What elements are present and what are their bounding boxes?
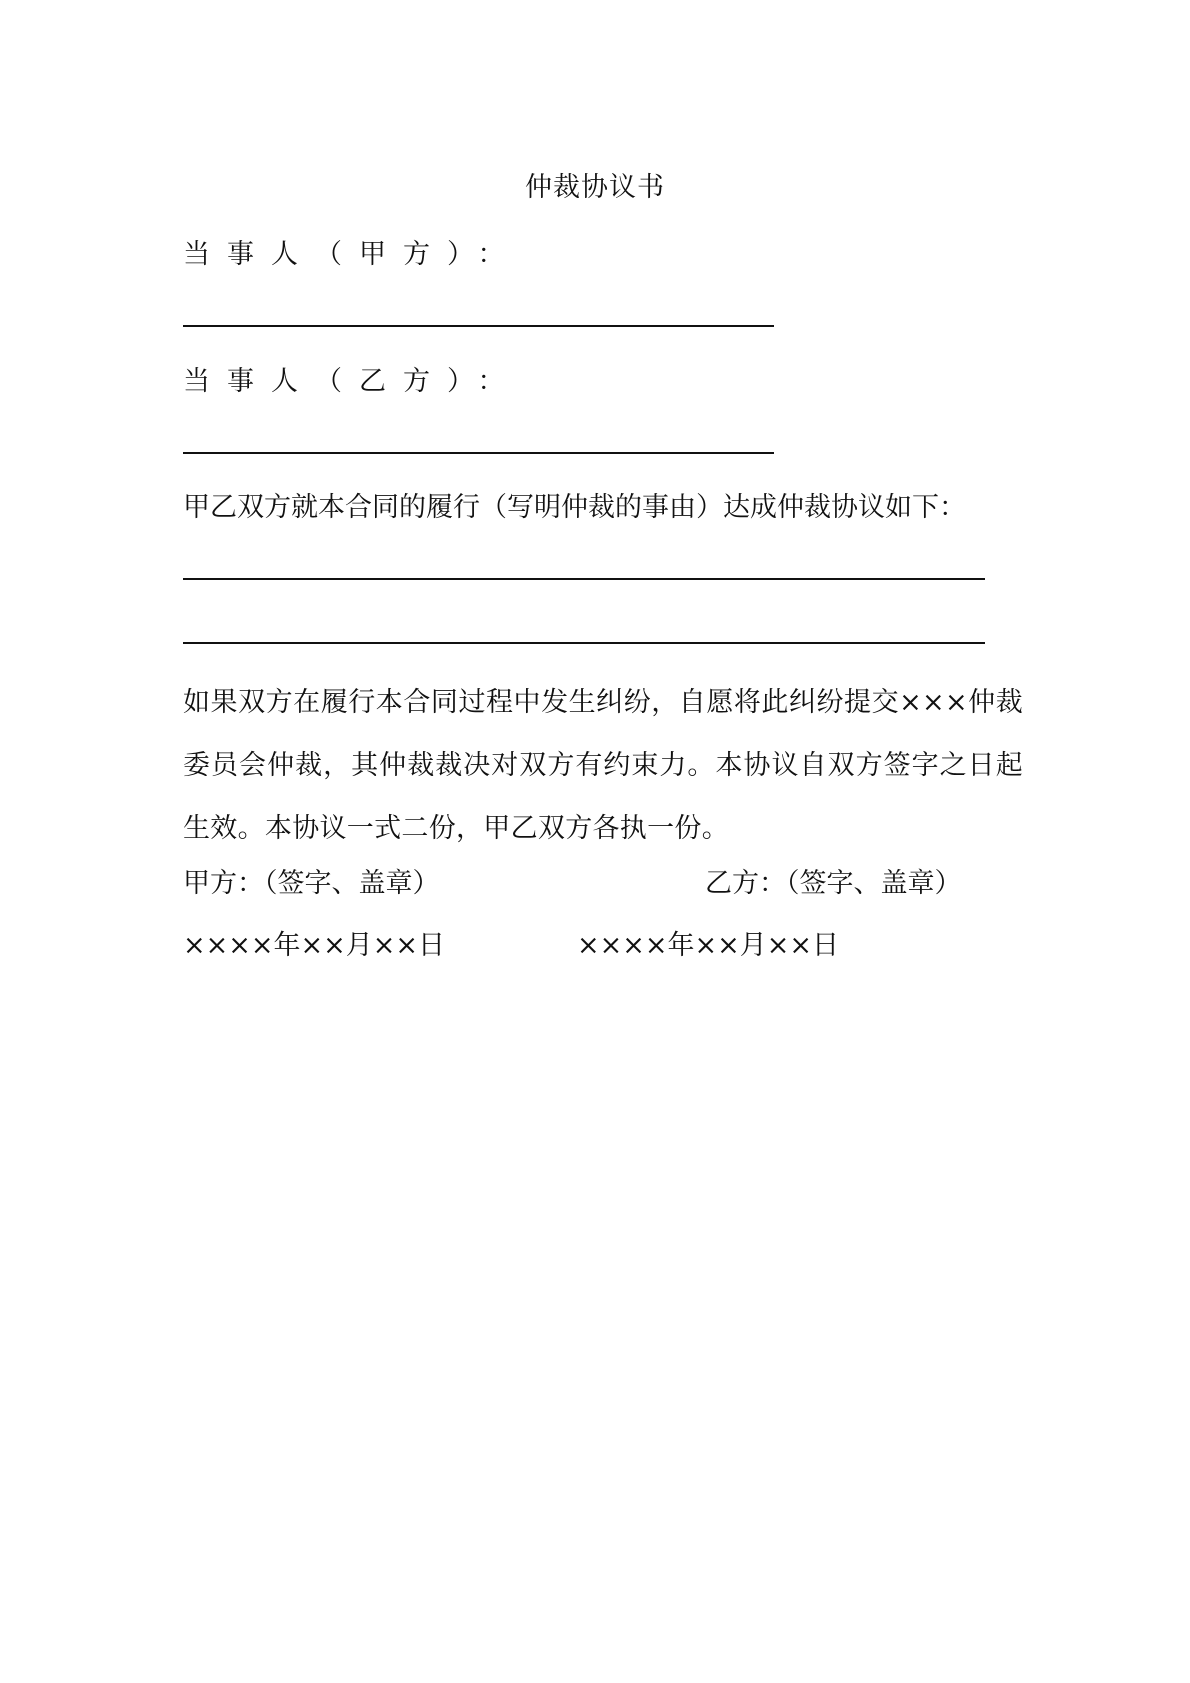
agreement-intro: 甲乙双方就本合同的履行（写明仲裁的事由）达成仲裁协议如下：	[183, 492, 966, 523]
signature-party-b: 乙方：（签字、盖章）	[705, 868, 962, 899]
party-a-blank-line	[183, 325, 774, 327]
party-b-label: 当事人（乙方）：	[183, 366, 522, 397]
agreement-blank-line-1	[183, 578, 985, 580]
agreement-blank-line-2	[183, 642, 985, 644]
document-title: 仲裁协议书	[525, 172, 665, 203]
date-party-b: ××××年××月××日	[577, 930, 839, 961]
signature-party-a: 甲方：（签字、盖章）	[183, 868, 440, 899]
agreement-body-text: 如果双方在履行本合同过程中发生纠纷，自愿将此纠纷提交×××仲裁委员会仲裁，其仲裁裁决对双方有约束力。本协议自双方签字之日起生效。本协议一式二份，甲乙双方各执一份。	[183, 687, 1023, 844]
party-a-label: 当事人（甲方）：	[183, 239, 522, 270]
date-party-a: ××××年××月××日	[183, 930, 445, 961]
party-b-blank-line	[183, 452, 774, 454]
